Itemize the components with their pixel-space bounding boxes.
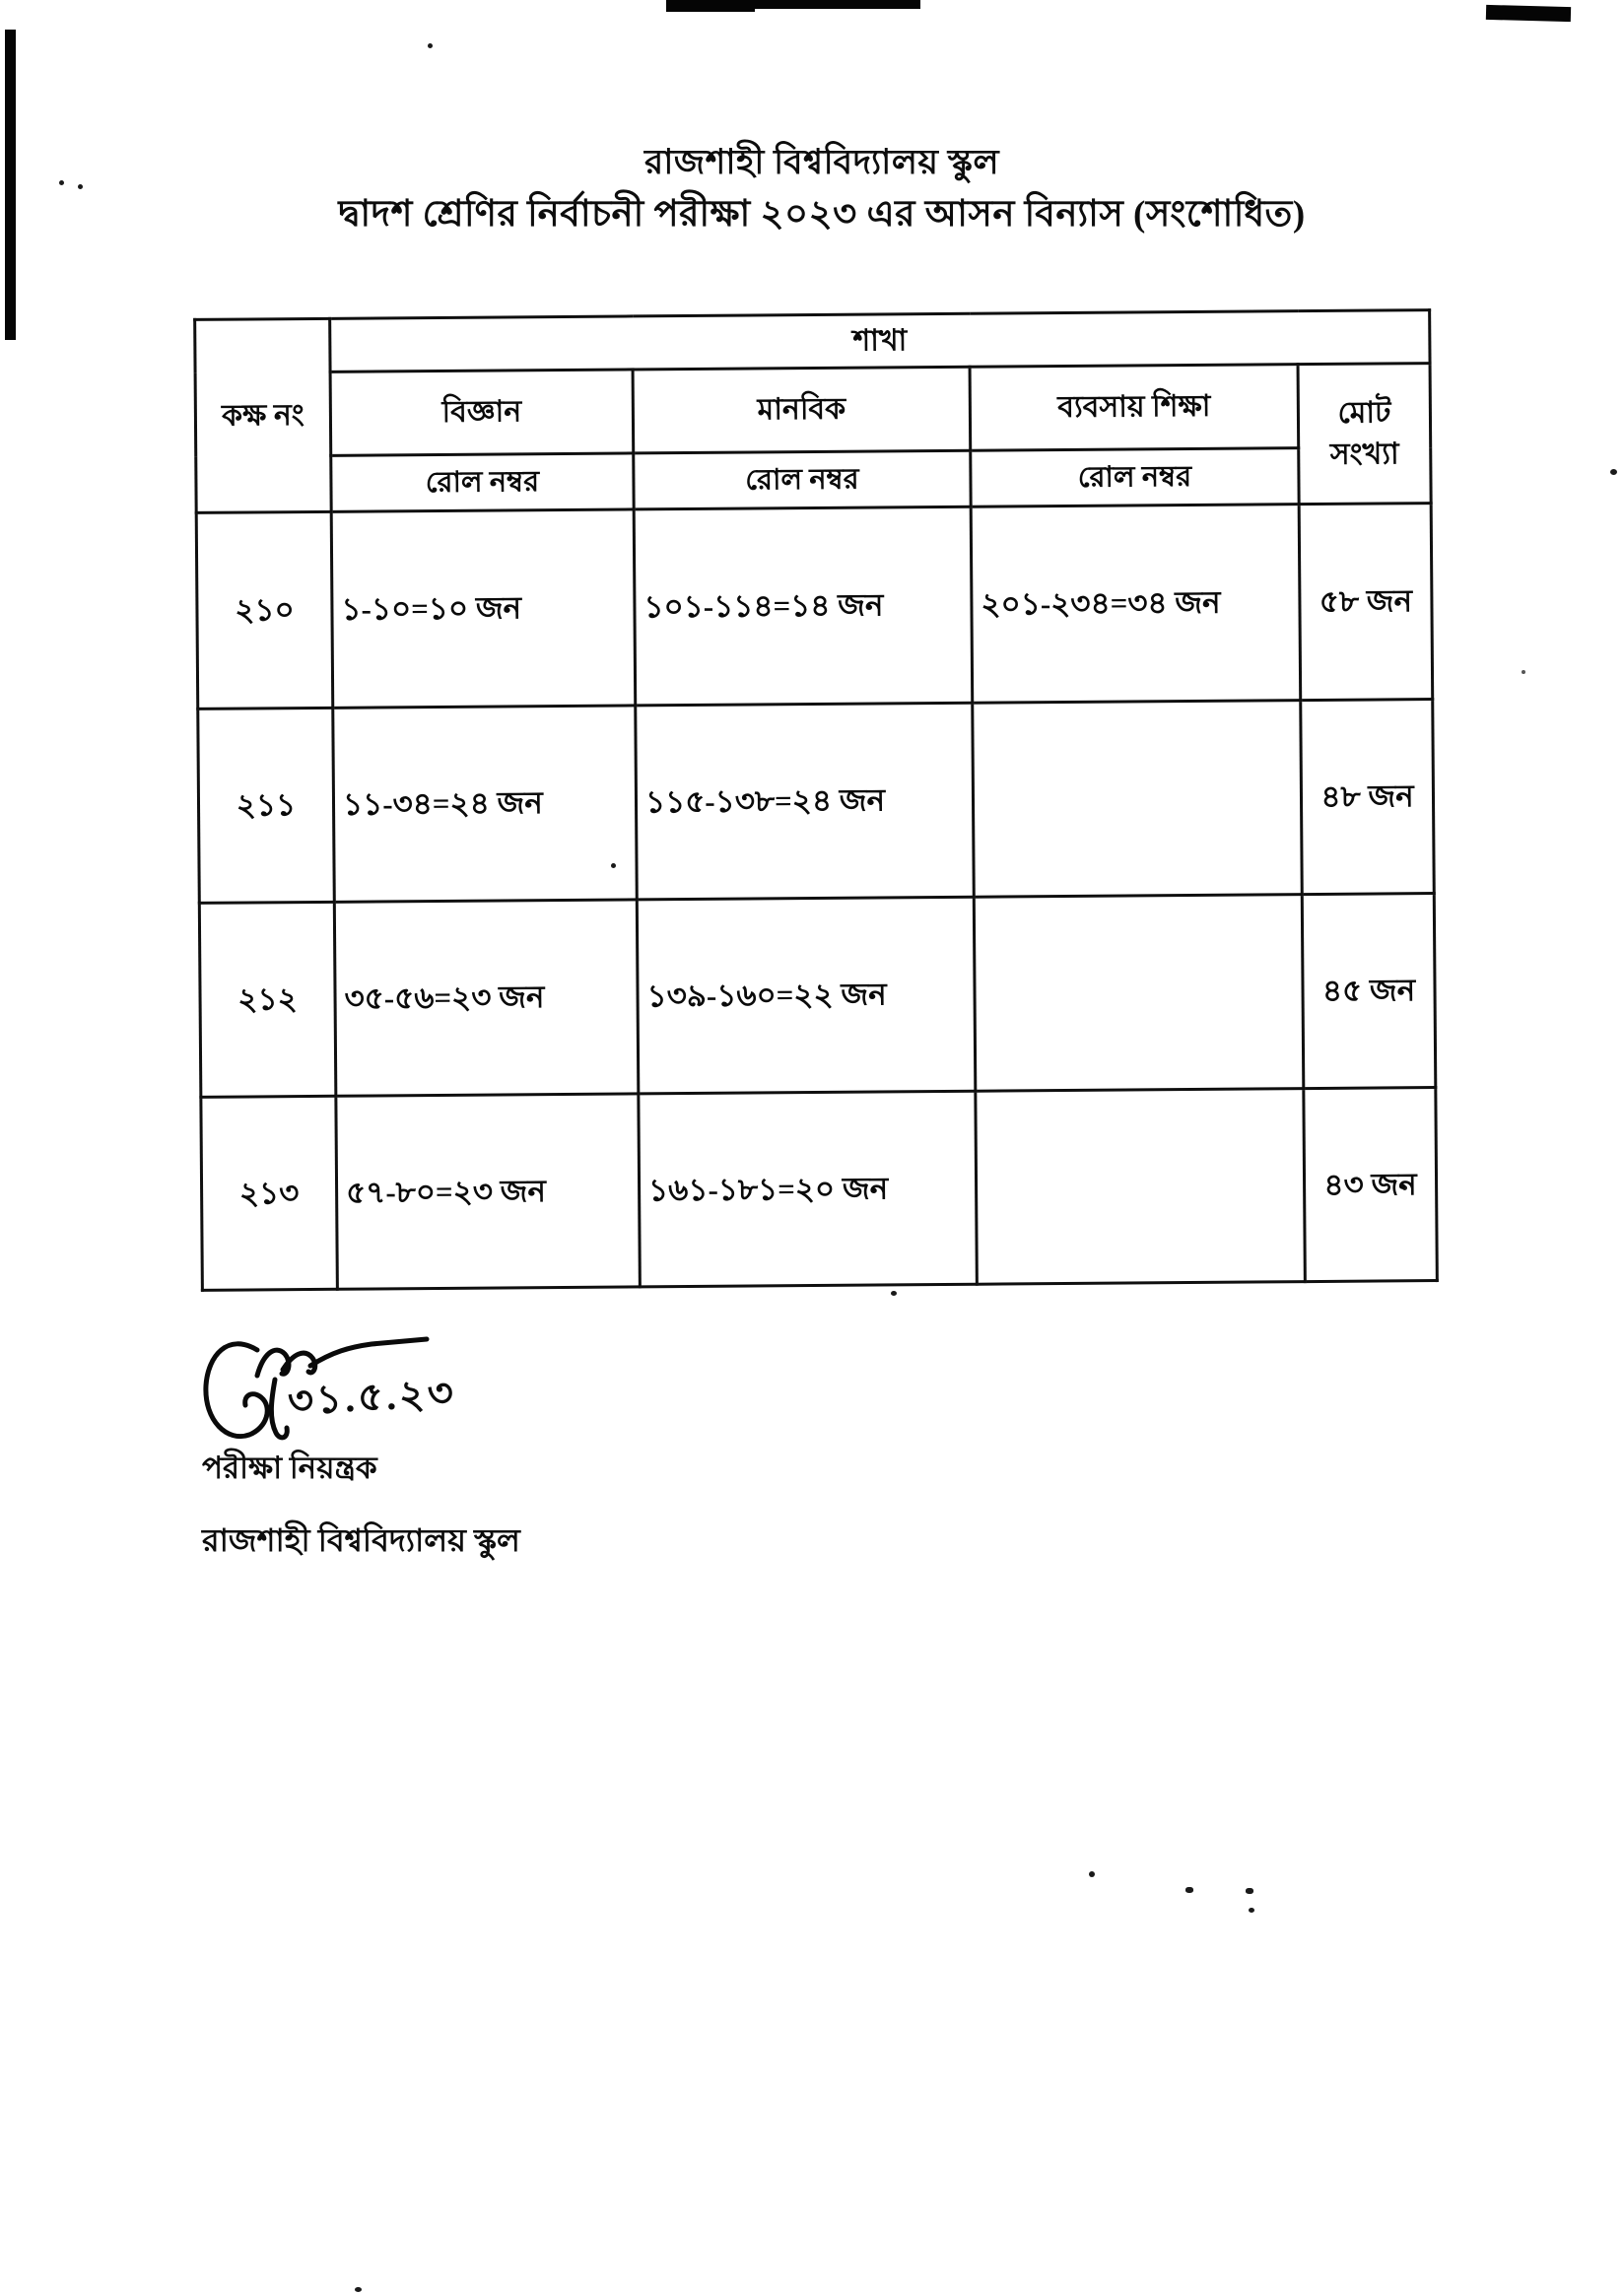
signatory-institution: রাজশাহী বিশ্ববিদ্যালয় স্কুল: [202, 1522, 520, 1558]
table-header-row-groups: [195, 364, 1431, 457]
room-cell: ২১২: [199, 902, 336, 1097]
business-roll-cell: [976, 1089, 1306, 1285]
scan-speck: [1246, 1888, 1253, 1894]
scan-speck: [428, 43, 433, 48]
room-cell: ২১১: [198, 708, 335, 903]
scan-speck: [1185, 1887, 1193, 1893]
roll-number-header: রোল নম্বর: [971, 448, 1299, 507]
table-row: [198, 700, 1435, 904]
room-cell: ২১৩: [201, 1096, 338, 1290]
scan-artifact-top-right-bar: [1486, 5, 1571, 22]
scan-artifact-left-bar: [5, 30, 16, 340]
room-no-header: কক্ষ নং: [195, 318, 332, 512]
table-header-row-branch: [195, 310, 1430, 373]
signatory-designation: পরীক্ষা নিয়ন্ত্রক: [202, 1451, 377, 1485]
document-subtitle: দ্বাদশ শ্রেণির নির্বাচনী পরীক্ষা ২০২৩ এর আসন বিন্যাস (সংশোধিত): [338, 193, 1306, 235]
roll-number-header: রোল নম্বর: [331, 453, 634, 511]
science-roll-cell: ৩৫-৫৬=২৩ জন: [334, 900, 639, 1096]
roll-number-header: রোল নম্বর: [634, 450, 971, 509]
scan-speck: [1249, 1908, 1254, 1913]
science-roll-cell: ৫৭-৮০=২৩ জন: [336, 1094, 641, 1289]
scan-artifact-top-bar: [666, 0, 920, 9]
table-row: [199, 894, 1436, 1098]
document-title: রাজশাহী বিশ্ববিদ্যালয় স্কুল: [643, 143, 1000, 181]
business-roll-cell: [973, 701, 1303, 898]
scan-speck: [1522, 670, 1525, 674]
humanities-header: মানবিক: [633, 367, 971, 453]
total-cell: ৪৮ জন: [1301, 700, 1435, 895]
table-row: [196, 504, 1433, 709]
scan-speck: [1610, 469, 1617, 475]
humanities-roll-cell: ১০১-১১৪=১৪ জন: [634, 506, 973, 706]
table-header-row-roll: [196, 447, 1431, 513]
seating-table: [193, 308, 1439, 1292]
business-roll-cell: ২০১-২৩৪=৩৪ জন: [971, 505, 1301, 704]
branch-header: শাখা: [330, 310, 1430, 372]
total-cell: ৪৫ জন: [1302, 894, 1436, 1089]
total-cell: ৫৮ জন: [1299, 504, 1433, 701]
room-cell: ২১০: [196, 511, 333, 708]
scan-speck: [355, 2287, 362, 2292]
table-row: [201, 1088, 1438, 1291]
document-header: [20, 138, 1624, 240]
scan-speck: [1089, 1871, 1095, 1877]
scan-speck: [891, 1291, 897, 1296]
science-header: বিজ্ঞান: [330, 370, 634, 455]
science-roll-cell: ১-১০=১০ জন: [331, 509, 636, 708]
humanities-roll-cell: ১৬১-১৮১=২০ জন: [639, 1091, 978, 1287]
total-header: মোট সংখ্যা: [1298, 364, 1431, 505]
business-roll-cell: [974, 895, 1304, 1092]
seating-table-container: [193, 308, 1436, 1292]
business-header: ব্যবসায় শিক্ষা: [970, 365, 1299, 451]
total-cell: ৪৩ জন: [1304, 1088, 1438, 1282]
signature-date: ৩১.৫.২৩: [286, 1370, 457, 1424]
humanities-roll-cell: ১১৫-১৩৮=২৪ জন: [636, 703, 975, 900]
humanities-roll-cell: ১৩৯-১৬০=২২ জন: [637, 897, 976, 1094]
science-roll-cell: ১১-৩৪=২৪ জন: [333, 706, 638, 902]
